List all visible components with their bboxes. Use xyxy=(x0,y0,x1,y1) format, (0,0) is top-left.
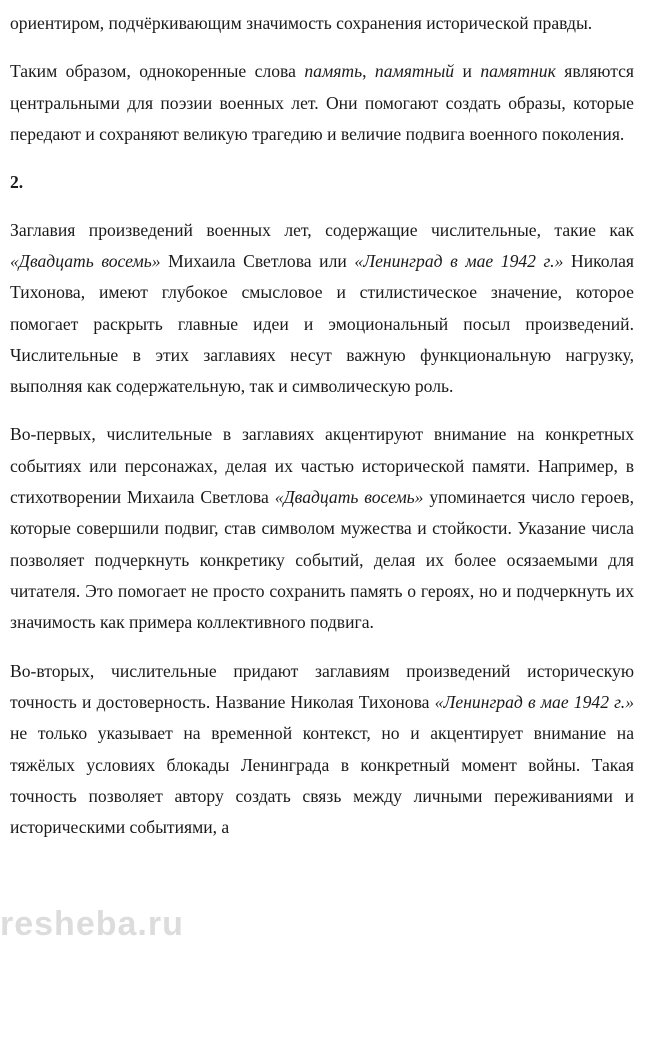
text-run: , xyxy=(362,61,375,82)
text-run: и xyxy=(454,61,481,82)
text-run: Михаила Светлова или xyxy=(160,250,355,271)
italic-title-run: «Ленинград в мае 1942 г.» xyxy=(434,691,634,712)
italic-title-run: «Ленинград в мае 1942 г.» xyxy=(354,250,564,271)
text-run: Заглавия произведений военных лет, содержащие числительные, такие как xyxy=(10,219,634,240)
document-body xyxy=(10,8,634,844)
text-run: являются центральными для поэзии военных лет. Они помогают создать образы, которые передают и сохраняют великую трагедию и величие подвига военного поколения. xyxy=(10,61,635,144)
text-run: не только указывает на временной контекст, но и акцентирует внимание на тяжёлых условиях блокады Ленинграда в конкретный момент войны. Такая точность позволяет автору создать связь между личными переживаниями и историческими событиями, а xyxy=(10,723,634,838)
italic-title-run: «Двадцать восемь» xyxy=(10,250,161,271)
body-paragraph xyxy=(10,215,634,403)
italic-title-run: «Двадцать восемь» xyxy=(274,487,424,508)
text-run: Во-первых, числительные в заглавиях акцентируют внимание на конкретных событиях или персонажах, делая их частью исторической памяти. Например, в стихотворении Михаила Светлова xyxy=(10,424,634,508)
body-paragraph xyxy=(10,8,634,39)
body-paragraph xyxy=(10,419,634,638)
body-paragraph xyxy=(10,656,634,844)
italic-title-run: памятный xyxy=(374,61,455,82)
section-number xyxy=(10,167,634,198)
text-run: Таким образом, однокоренные слова xyxy=(10,61,305,82)
text-run: упоминается число героев, которые совершили подвиг, став символом мужества и стойкости. Указание числа позволяет подчеркнуть конкретику событий, делая их более осязаемыми для читателя. Это помогает не просто сохранить память о героях, но и подчеркнуть их значимость как примера коллективного подвига. xyxy=(10,487,634,633)
text-run: ориентиром, подчёркивающим значимость сохранения исторической правды. xyxy=(10,13,593,33)
body-paragraph xyxy=(10,56,634,150)
text-run: 2. xyxy=(10,172,24,193)
italic-title-run: памятник xyxy=(480,61,556,82)
text-run: Николая Тихонова, имеют глубокое смысловое и стилистическое значение, которое помогает раскрыть главные идеи и эмоциональный посыл произведений. Числительные в этих заглавиях несут важную функциональную нагрузку, выполняя как содержательную, так и символическую роль. xyxy=(10,250,635,397)
text-run: Во-вторых, числительные придают заглавиям произведений историческую точность и достоверность. Название Николая Тихонова xyxy=(10,660,634,712)
italic-title-run: память xyxy=(304,61,363,82)
watermark-text: resheba.ru xyxy=(0,905,184,943)
